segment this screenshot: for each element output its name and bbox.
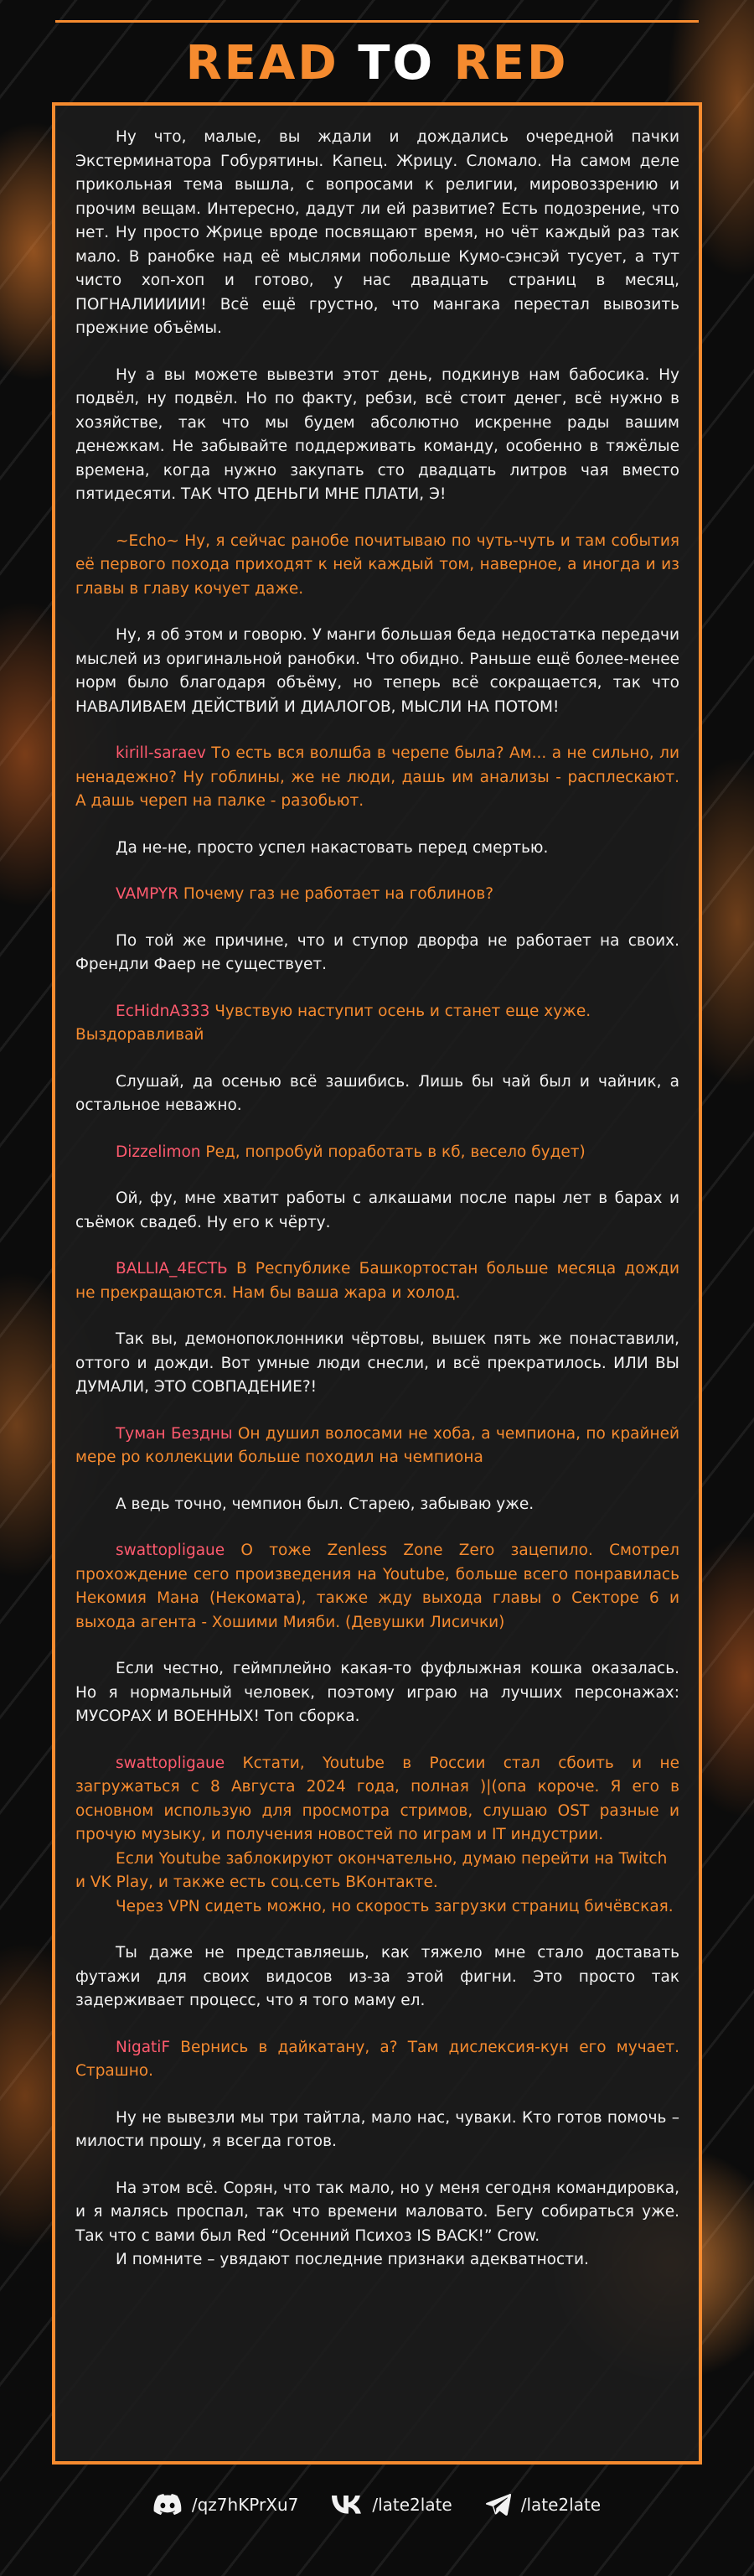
comment-swattopligaue-2 [75,1752,679,1920]
content-panel [52,102,702,2465]
comment-author: NigatiF [116,2038,171,2056]
reply-paragraph: Ну, я об этом и говорю. У манги большая беда недостатка передачи мыслей из оригинальной ранобки. Что обидно. Раньше ещё более-менее норм было благодаря объёму, но теперь всё сокращается, так что НАВАЛИВАЕМ ДЕЙСТВИЙ И ДИАЛОГОВ, МЫСЛИ НА ПОТОМ! [75,626,679,716]
page-title [0,34,754,94]
comment-kirill [75,742,679,814]
comment-echidna [75,1000,679,1048]
discord-link[interactable] [153,2494,298,2516]
paragraph-donate: Ну а вы можете вывезти этот день, подкинув нам бабосика. Ну подвёл, ну подвёл. Но по факту, ребзи, всё стоит денег, всё нужно в хозяйстве, так что мы будем абсолютно искренне рады вашим денежкам. Не забывайте поддерживать команду, особенно в тяжёлые времена, когда нужно закупать сто двадцать литров чая вместо пятидесяти. ТАК ЧТО ДЕНЬГИ МНЕ ПЛАТИ, Э! [75,365,679,503]
discord-label: /qz7hKPrXu7 [191,2495,299,2515]
reply-paragraph: Да не-не, просто успел накастовать перед смертью. [116,838,549,857]
comment-text: Ред, попробуй поработать в кб, весело будет) [200,1143,586,1161]
comment-vampyr [75,883,679,907]
vk-label: /late2late [372,2495,452,2515]
comment-author: Туман Бездны [116,1424,233,1443]
comment-text: Вернись в дайкатану, а? Там дислексия-кун его мучает. Страшно. [75,2038,679,2080]
telegram-label: /late2late [520,2495,602,2515]
reply-paragraph: Так вы, демонопоклонники чёртовы, вышек пять же понаставили, оттого и дожди. Вот умные люди снесли, и всё прекратилось. ИЛИ ВЫ ДУМАЛИ, ЭТО СОВПАДЕНИЕ?! [75,1330,679,1396]
reply-paragraph: Слушай, да осенью всё зашибись. Лишь бы чай был и чайник, а остальное неважно. [75,1072,679,1114]
reply-paragraph: Ой, фу, мне хватит работы с алкашами после пары лет в барах и съёмок свадеб. Ну его к чёрту. [75,1190,679,1231]
comment-author: swattopligaue [116,1754,225,1772]
comment-text: О тоже Zenless Zone Zero зацепило. Смотрел прохождение сего произведения на Youtube, больше всего понравилась Некомия Мана (Некомата), также жду выхода главы о Секторе 6 и выхода агента - Хошими Мияби. (Девушки Лисички) [75,1542,679,1631]
telegram-link[interactable] [486,2494,601,2516]
comment-author: swattopligaue [116,1542,225,1559]
paragraph-closing: И помните – увядают последние признаки адекватности. [116,2251,589,2268]
comment-text: В Республике Башкортостан больше месяца дожди не прекращаются. Нам бы ваша жара и холод. [75,1260,679,1302]
title-word-to: TO [358,36,436,91]
comment-text-line: Через VPN сидеть можно, но скорость загрузки страниц бичёвская. [116,1897,674,1915]
comment-nigatif [75,2036,679,2084]
comment-author: VAMPYR [116,885,178,903]
reply-paragraph: По той же причине, что и ступор дворфа не работает на своих. Френдли Фаер не существует. [75,931,679,973]
telegram-icon [486,2494,511,2516]
comment-author: kirill-saraev [116,744,206,762]
comment-swattopligaue-1 [75,1539,679,1635]
paragraph-outro: На этом всё. Сорян, что так мало, но у меня сегодня командировка, и я малясь проспал, так что времени маловато. Бегу собираться уже. Так что с вами был Red “Осенний Психоз IS BACK!” Crow. [75,2179,679,2245]
comment-author: Dizzelimon [116,1143,201,1161]
comment-text: Почему газ не работает на гоблинов? [178,885,494,903]
comment-dizzelimon [75,1141,679,1165]
title-word-red: RED [453,36,569,91]
comment-author: ~Echo~ [116,531,179,550]
vk-link[interactable] [332,2495,452,2515]
social-footer [0,2480,754,2530]
comment-text: Ну, я сейчас ранобе почитываю по чуть-чуть и там события её первого похода приходят к ней каждый том, наверное, а иногда и из главы в главу кочует даже. [75,531,679,598]
comment-ballia [75,1257,679,1305]
comment-author: BALLIA_4ЕСТЬ [116,1260,228,1278]
reply-paragraph: А ведь точно, чемпион был. Старею, забываю уже. [116,1495,535,1513]
title-word-read: READ [185,36,339,91]
comment-author: EcHidnA333 [116,1002,210,1020]
reply-paragraph: Если честно, геймплейно какая-то фуфлыжная кошка оказалась. Но я нормальный человек, поэтому играю на лучших персонажах: МУСОРАХ И ВОЕННЫХ! Топ сборка. [75,1660,679,1725]
comment-echo [75,530,679,602]
comment-text: Чувствую наступит осень и станет еще хуже. Выздоравливай [75,1002,591,1044]
discord-icon [153,2494,182,2516]
comment-text: Кстати, Youtube в России стал сбоить и не загружаться с 8 Августа 2024 года, полная )|(опа короче. Я его в основном использую для просмотра стримов, слушаю OST разные и прочую музыку, и получения новостей по играм и IT индустрии. [75,1754,679,1843]
comment-text: То есть вся волшба в черепе была? Ам... а не сильно, ли ненадежно? Ну гоблины, же не люди, дашь им анализы - расплескают. А дашь череп на палке - разобьют. [75,744,679,810]
reply-paragraph: Ты даже не представляешь, как тяжело мне стало доставать футажи для своих видосов из-за этой фигни. Это просто так задерживает процесс, что я того маму ел. [75,1944,679,2009]
paragraph-intro: Ну что, малые, вы ждали и дождались очередной пачки Экстерминатора Гобурятины. Капец. Жрицу. Сломало. На самом деле прикольная тема вышла, с вопросами к религии, мировоззрению и прочим вещам. Интересно, дадут ли ей развитие? Есть подозрение, что нет. Ну просто Жрице вроде посвящают время, но чёт каждый раз так мало. В ранобке над её мыслями побольше Кумо-сэнсэй тусует, а тут чисто хоп-хоп и готово, у нас двадцать страниц в месяц, ПОГНАЛИИИИИ! Всё ещё грустно, что мангака перестал вывозить прежние объёмы. [75,128,679,337]
top-divider [55,20,699,23]
comment-text-line: Если Youtube заблокируют окончательно, думаю перейти на Twitch и VK Play, и также есть соц.сеть ВКонтакте. [75,1849,668,1891]
comment-tuman [75,1423,679,1470]
vk-icon [332,2496,362,2514]
reply-paragraph: Ну не вывезли мы три тайтла, мало нас, чуваки. Кто готов помочь – милости прошу, я всегда готов. [75,2108,679,2150]
comment-text: Он душил волосами не хоба, а чемпиона, по крайней мере ро коллекции больше походил на чемпиона [75,1424,680,1466]
